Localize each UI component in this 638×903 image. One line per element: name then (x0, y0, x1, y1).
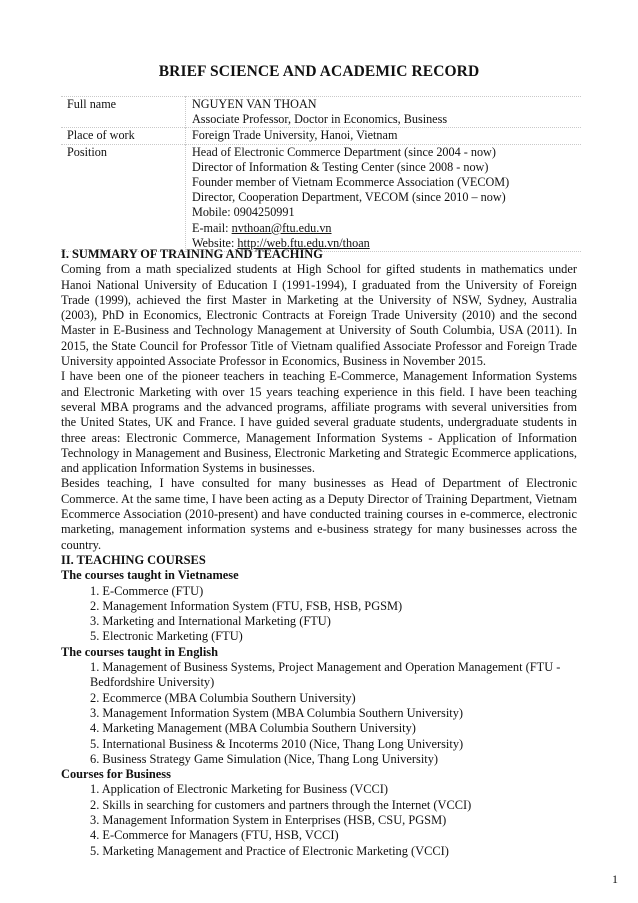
course-item: 1. E-Commerce (FTU) (90, 583, 204, 598)
position-line: Founder member of Vietnam Ecommerce Association (VECOM) (192, 175, 510, 190)
course-item: 5. Electronic Marketing (FTU) (90, 629, 243, 644)
summary-paragraph: I have been one of the pioneer teachers in teaching E-Commerce, Management Information Systems and Electronic Marketing with over 15 years teaching experience in this field. I have been teaching several MBA programs and the advanced programs, affiliate programs with several universities from the United States, UK and France. I have guided several graduate students, undergraduate students in three areas: Electronic Commerce, Management Information Systems - Application of Information Technology in Management and Business, Electronic Marketing and Strategic Ecommerce applications, and application Information Systems in businesses. (61, 369, 577, 476)
mobile-line: Mobile: 0904250991 (192, 205, 295, 220)
position-line: Director, Cooperation Department, VECOM (since 2010 – now) (192, 190, 506, 205)
email-prefix: E-mail: (192, 220, 232, 235)
website-prefix: Website: (192, 235, 238, 250)
info-row-place-of-work (61, 128, 581, 144)
course-item: 1. Management of Business Systems, Project Management and Operation Management (FTU - Bedfordshire University) (90, 660, 561, 690)
position-line: Director of Information & Testing Center (since 2008 - now) (192, 159, 489, 174)
academic-title: Associate Professor, Doctor in Economics, Business (192, 112, 448, 127)
group-heading-vietnamese: The courses taught in Vietnamese (61, 568, 239, 583)
course-item: 3. Marketing and International Marketing (FTU) (90, 614, 331, 629)
website-link[interactable]: http://web.ftu.edu.vn/thoan (237, 235, 370, 250)
course-item: 6. Business Strategy Game Simulation (Nice, Thang Long University) (90, 751, 439, 766)
course-item: 3. Management Information System (MBA Columbia Southern University) (90, 705, 464, 720)
course-item: 5. Marketing Management and Practice of Electronic Marketing (VCCI) (90, 843, 449, 858)
section-heading-courses: II. TEACHING COURSES (61, 552, 206, 567)
course-item: 2. Ecommerce (MBA Columbia Southern University) (90, 690, 356, 705)
email-line (192, 221, 581, 236)
group-heading-english: The courses taught in English (61, 644, 218, 659)
section-heading-summary: I. SUMMARY OF TRAINING AND TEACHING (61, 247, 323, 261)
course-item: 3. Management Information System in Enterprises (HSB, CSU, PGSM) (90, 812, 447, 827)
person-name: NGUYEN VAN THOAN (192, 97, 317, 111)
position-line: Head of Electronic Commerce Department (since 2004 - now) (192, 144, 496, 159)
document-title: BRIEF SCIENCE AND ACADEMIC RECORD (158, 63, 480, 80)
summary-paragraph: Coming from a math specialized students at High School for gifted students in mathematics under Hanoi National University of Education I (1991-1994), I graduated from the University of Foreign Trade (1999), achieved the first Master in Marketing at the University of NSW, Sydney, Australia (2003), PhD in Economics, Electronic Contracts at Foreign Trade University (2010) and the second Master in E-Business and Technology Management at University of South Columbia, USA (2011). In 2015, the State Council for Professor Title of Vietnam qualified Associate Professor and Foreign Trade University appointed Associate Professor in Economics, Business in November 2015. (61, 262, 577, 369)
place-of-work-label: Place of work (61, 128, 186, 144)
personal-info-table (61, 96, 581, 252)
full-name-cell (186, 97, 582, 128)
course-item: 2. Skills in searching for customers and partners through the Internet (VCCI) (90, 797, 472, 812)
info-row-full-name (61, 97, 581, 128)
course-item: 1. Application of Electronic Marketing for Business (VCCI) (90, 782, 389, 797)
summary-paragraph: Besides teaching, I have consulted for many businesses as Head of Department of Electronic Commerce. At the same time, I have been acting as a Deputy Director of Training Department, Vietnam Ecommerce Association (2010-present) and have conducted training courses in e-commerce, electronic marketing, management information systems and e-business strategy for many businesses across the country. (61, 476, 577, 552)
email-link[interactable]: nvthoan@ftu.edu.vn (231, 220, 332, 235)
place-of-work-value: Foreign Trade University, Hanoi, Vietnam (192, 128, 398, 143)
full-name-label: Full name (61, 97, 186, 128)
course-item: 4. Marketing Management (MBA Columbia Southern University) (90, 721, 416, 736)
position-label: Position (61, 144, 186, 251)
position-cell (186, 144, 582, 251)
course-item: 5. International Business & Incoterms 2010 (Nice, Thang Long University) (90, 736, 464, 751)
page-number: 1 (612, 872, 618, 886)
group-heading-business: Courses for Business (61, 767, 171, 782)
course-item: 4. E-Commerce for Managers (FTU, HSB, VCCI) (90, 828, 339, 843)
course-item: 2. Management Information System (FTU, FSB, HSB, PGSM) (90, 598, 403, 613)
document-body (61, 247, 577, 859)
info-row-position (61, 144, 581, 251)
